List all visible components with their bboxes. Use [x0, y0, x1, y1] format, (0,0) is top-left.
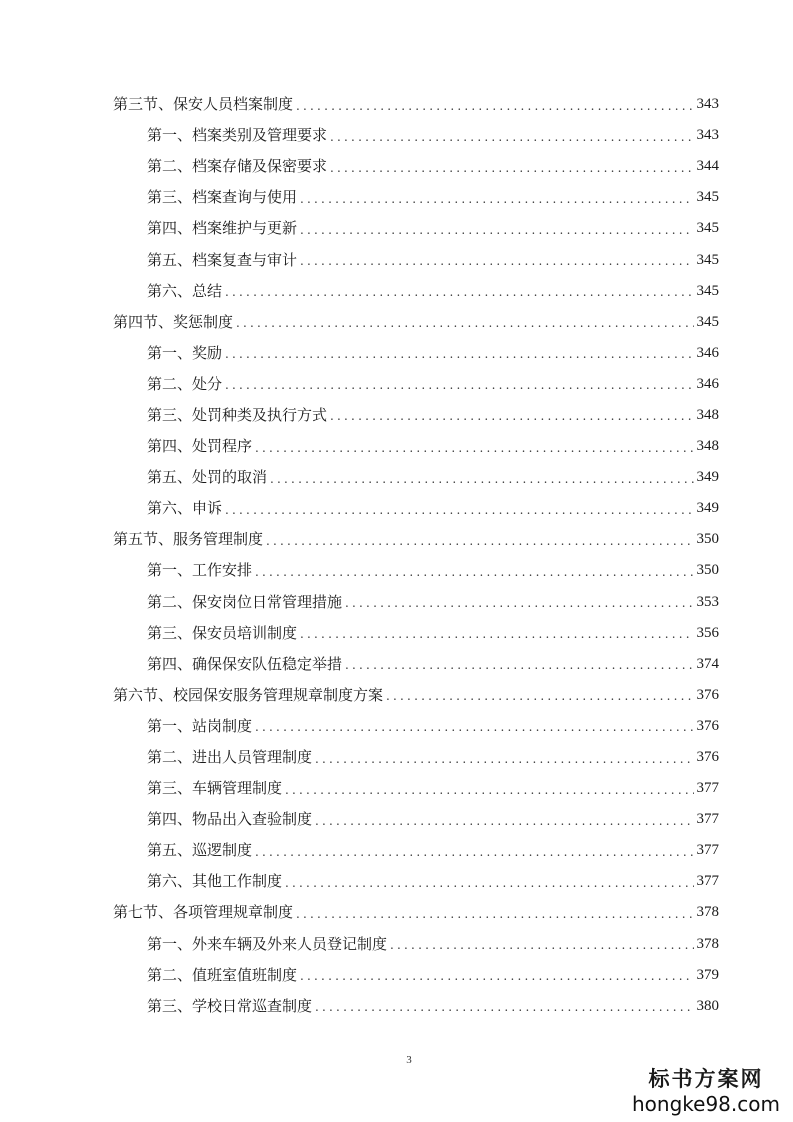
toc-dot-leader [390, 939, 693, 951]
toc-dot-leader [315, 753, 693, 765]
watermark [631, 1063, 781, 1116]
toc-entry-page: 343 [696, 127, 719, 144]
toc-dot-leader [225, 504, 693, 516]
toc-entry-title: 第一、工作安排 [147, 561, 253, 580]
toc-entry-page: 377 [696, 811, 719, 828]
toc-dot-leader [225, 286, 693, 298]
toc-entry-title: 第六、申诉 [147, 499, 223, 518]
toc-dot-leader [315, 1001, 693, 1013]
toc-dot-leader [345, 659, 693, 671]
toc-entry-title: 第四节、奖惩制度 [113, 312, 234, 331]
toc-entry-title: 第五、处罚的取消 [147, 468, 268, 487]
toc-entry-title: 第二、进出人员管理制度 [147, 748, 313, 767]
toc-dot-leader [255, 566, 693, 578]
toc-entry-page: 379 [696, 966, 719, 983]
toc-dot-leader [225, 379, 693, 391]
toc-subsection-entry[interactable] [113, 711, 719, 742]
toc-entry-page: 376 [696, 749, 719, 766]
toc-subsection-entry[interactable] [113, 649, 719, 680]
toc-entry-title: 第一、站岗制度 [147, 716, 253, 735]
toc-subsection-entry[interactable] [113, 244, 719, 275]
toc-entry-page: 345 [696, 282, 719, 299]
toc-entry-page: 349 [696, 500, 719, 517]
toc-entry-title: 第二、保安岗位日常管理措施 [147, 592, 343, 611]
toc-entry-title: 第六节、校园保安服务管理规章制度方案 [113, 685, 384, 704]
toc-subsection-entry[interactable] [113, 276, 719, 307]
toc-subsection-entry[interactable] [113, 431, 719, 462]
toc-subsection-entry[interactable] [113, 400, 719, 431]
toc-dot-leader [236, 317, 693, 329]
toc-dot-leader [225, 348, 693, 360]
toc-entry-title: 第三节、保安人员档案制度 [113, 95, 294, 114]
toc-entry-title: 第五节、服务管理制度 [113, 530, 264, 549]
toc-section-entry[interactable] [113, 89, 719, 120]
toc-dot-leader [300, 193, 693, 205]
toc-dot-leader [386, 690, 693, 702]
toc-subsection-entry[interactable] [113, 493, 719, 524]
toc-entry-title: 第六、其他工作制度 [147, 872, 283, 891]
toc-dot-leader [285, 784, 693, 796]
toc-entry-title: 第三、处罚种类及执行方式 [147, 405, 328, 424]
toc-entry-page: 378 [696, 904, 719, 921]
toc-dot-leader [255, 846, 693, 858]
toc-dot-leader [255, 721, 693, 733]
toc-entry-page: 356 [696, 624, 719, 641]
toc-subsection-entry[interactable] [113, 991, 719, 1022]
toc-entry-title: 第二、处分 [147, 374, 223, 393]
toc-entry-page: 348 [696, 438, 719, 455]
toc-entry-page: 345 [696, 313, 719, 330]
toc-entry-page: 345 [696, 189, 719, 206]
toc-entry-page: 374 [696, 655, 719, 672]
toc-dot-leader [300, 224, 693, 236]
toc-entry-page: 346 [696, 344, 719, 361]
toc-subsection-entry[interactable] [113, 151, 719, 182]
toc-subsection-entry[interactable] [113, 835, 719, 866]
table-of-contents [113, 89, 719, 1022]
toc-entry-title: 第五、档案复查与审计 [147, 250, 298, 269]
page-number: 3 [406, 1054, 412, 1066]
toc-subsection-entry[interactable] [113, 338, 719, 369]
toc-section-entry[interactable] [113, 897, 719, 928]
toc-entry-page: 344 [696, 158, 719, 175]
toc-entry-title: 第六、总结 [147, 281, 223, 300]
toc-entry-page: 376 [696, 686, 719, 703]
toc-entry-page: 350 [696, 562, 719, 579]
toc-subsection-entry[interactable] [113, 182, 719, 213]
toc-entry-title: 第四、档案维护与更新 [147, 219, 298, 238]
watermark-name: 标书方案网 [648, 1066, 764, 1091]
toc-subsection-entry[interactable] [113, 587, 719, 618]
toc-entry-title: 第四、处罚程序 [147, 437, 253, 456]
toc-subsection-entry[interactable] [113, 462, 719, 493]
toc-dot-leader [270, 473, 693, 485]
toc-entry-page: 350 [696, 531, 719, 548]
toc-entry-page: 378 [696, 935, 719, 952]
toc-entry-title: 第一、档案类别及管理要求 [147, 126, 328, 145]
toc-entry-page: 348 [696, 406, 719, 423]
toc-entry-page: 346 [696, 375, 719, 392]
toc-entry-title: 第一、外来车辆及外来人员登记制度 [147, 934, 388, 953]
toc-subsection-entry[interactable] [113, 929, 719, 960]
toc-dot-leader [300, 970, 693, 982]
toc-entry-title: 第五、巡逻制度 [147, 841, 253, 860]
toc-entry-title: 第三、档案查询与使用 [147, 188, 298, 207]
toc-entry-page: 377 [696, 780, 719, 797]
toc-entry-page: 343 [696, 96, 719, 113]
toc-dot-leader [330, 410, 693, 422]
toc-dot-leader [296, 908, 693, 920]
toc-dot-leader [296, 100, 693, 112]
toc-entry-page: 349 [696, 469, 719, 486]
toc-section-entry[interactable] [113, 680, 719, 711]
toc-subsection-entry[interactable] [113, 120, 719, 151]
watermark-url: hongke98.com [632, 1092, 780, 1116]
toc-subsection-entry[interactable] [113, 960, 719, 991]
toc-entry-page: 345 [696, 251, 719, 268]
toc-dot-leader [300, 628, 693, 640]
toc-entry-page: 377 [696, 873, 719, 890]
toc-entry-title: 第七节、各项管理规章制度 [113, 903, 294, 922]
toc-entry-title: 第二、档案存储及保密要求 [147, 157, 328, 176]
toc-subsection-entry[interactable] [113, 555, 719, 586]
toc-subsection-entry[interactable] [113, 866, 719, 897]
toc-subsection-entry[interactable] [113, 369, 719, 400]
toc-entry-page: 353 [696, 593, 719, 610]
toc-entry-title: 第一、奖励 [147, 343, 223, 362]
toc-dot-leader [300, 255, 693, 267]
toc-subsection-entry[interactable] [113, 773, 719, 804]
toc-section-entry[interactable] [113, 307, 719, 338]
toc-dot-leader [330, 162, 693, 174]
toc-dot-leader [330, 131, 693, 143]
toc-section-entry[interactable] [113, 524, 719, 555]
toc-entry-page: 345 [696, 220, 719, 237]
toc-subsection-entry[interactable] [113, 742, 719, 773]
toc-subsection-entry[interactable] [113, 618, 719, 649]
toc-entry-title: 第二、值班室值班制度 [147, 965, 298, 984]
toc-subsection-entry[interactable] [113, 804, 719, 835]
toc-dot-leader [315, 815, 693, 827]
toc-entry-page: 377 [696, 842, 719, 859]
toc-dot-leader [285, 877, 693, 889]
toc-entry-title: 第三、车辆管理制度 [147, 779, 283, 798]
toc-entry-page: 376 [696, 717, 719, 734]
toc-dot-leader [345, 597, 693, 609]
toc-entry-title: 第四、物品出入查验制度 [147, 810, 313, 829]
toc-entry-title: 第三、学校日常巡查制度 [147, 996, 313, 1015]
toc-subsection-entry[interactable] [113, 213, 719, 244]
toc-entry-page: 380 [696, 997, 719, 1014]
toc-entry-title: 第四、确保保安队伍稳定举措 [147, 654, 343, 673]
toc-entry-title: 第三、保安员培训制度 [147, 623, 298, 642]
toc-dot-leader [255, 442, 693, 454]
toc-dot-leader [266, 535, 693, 547]
